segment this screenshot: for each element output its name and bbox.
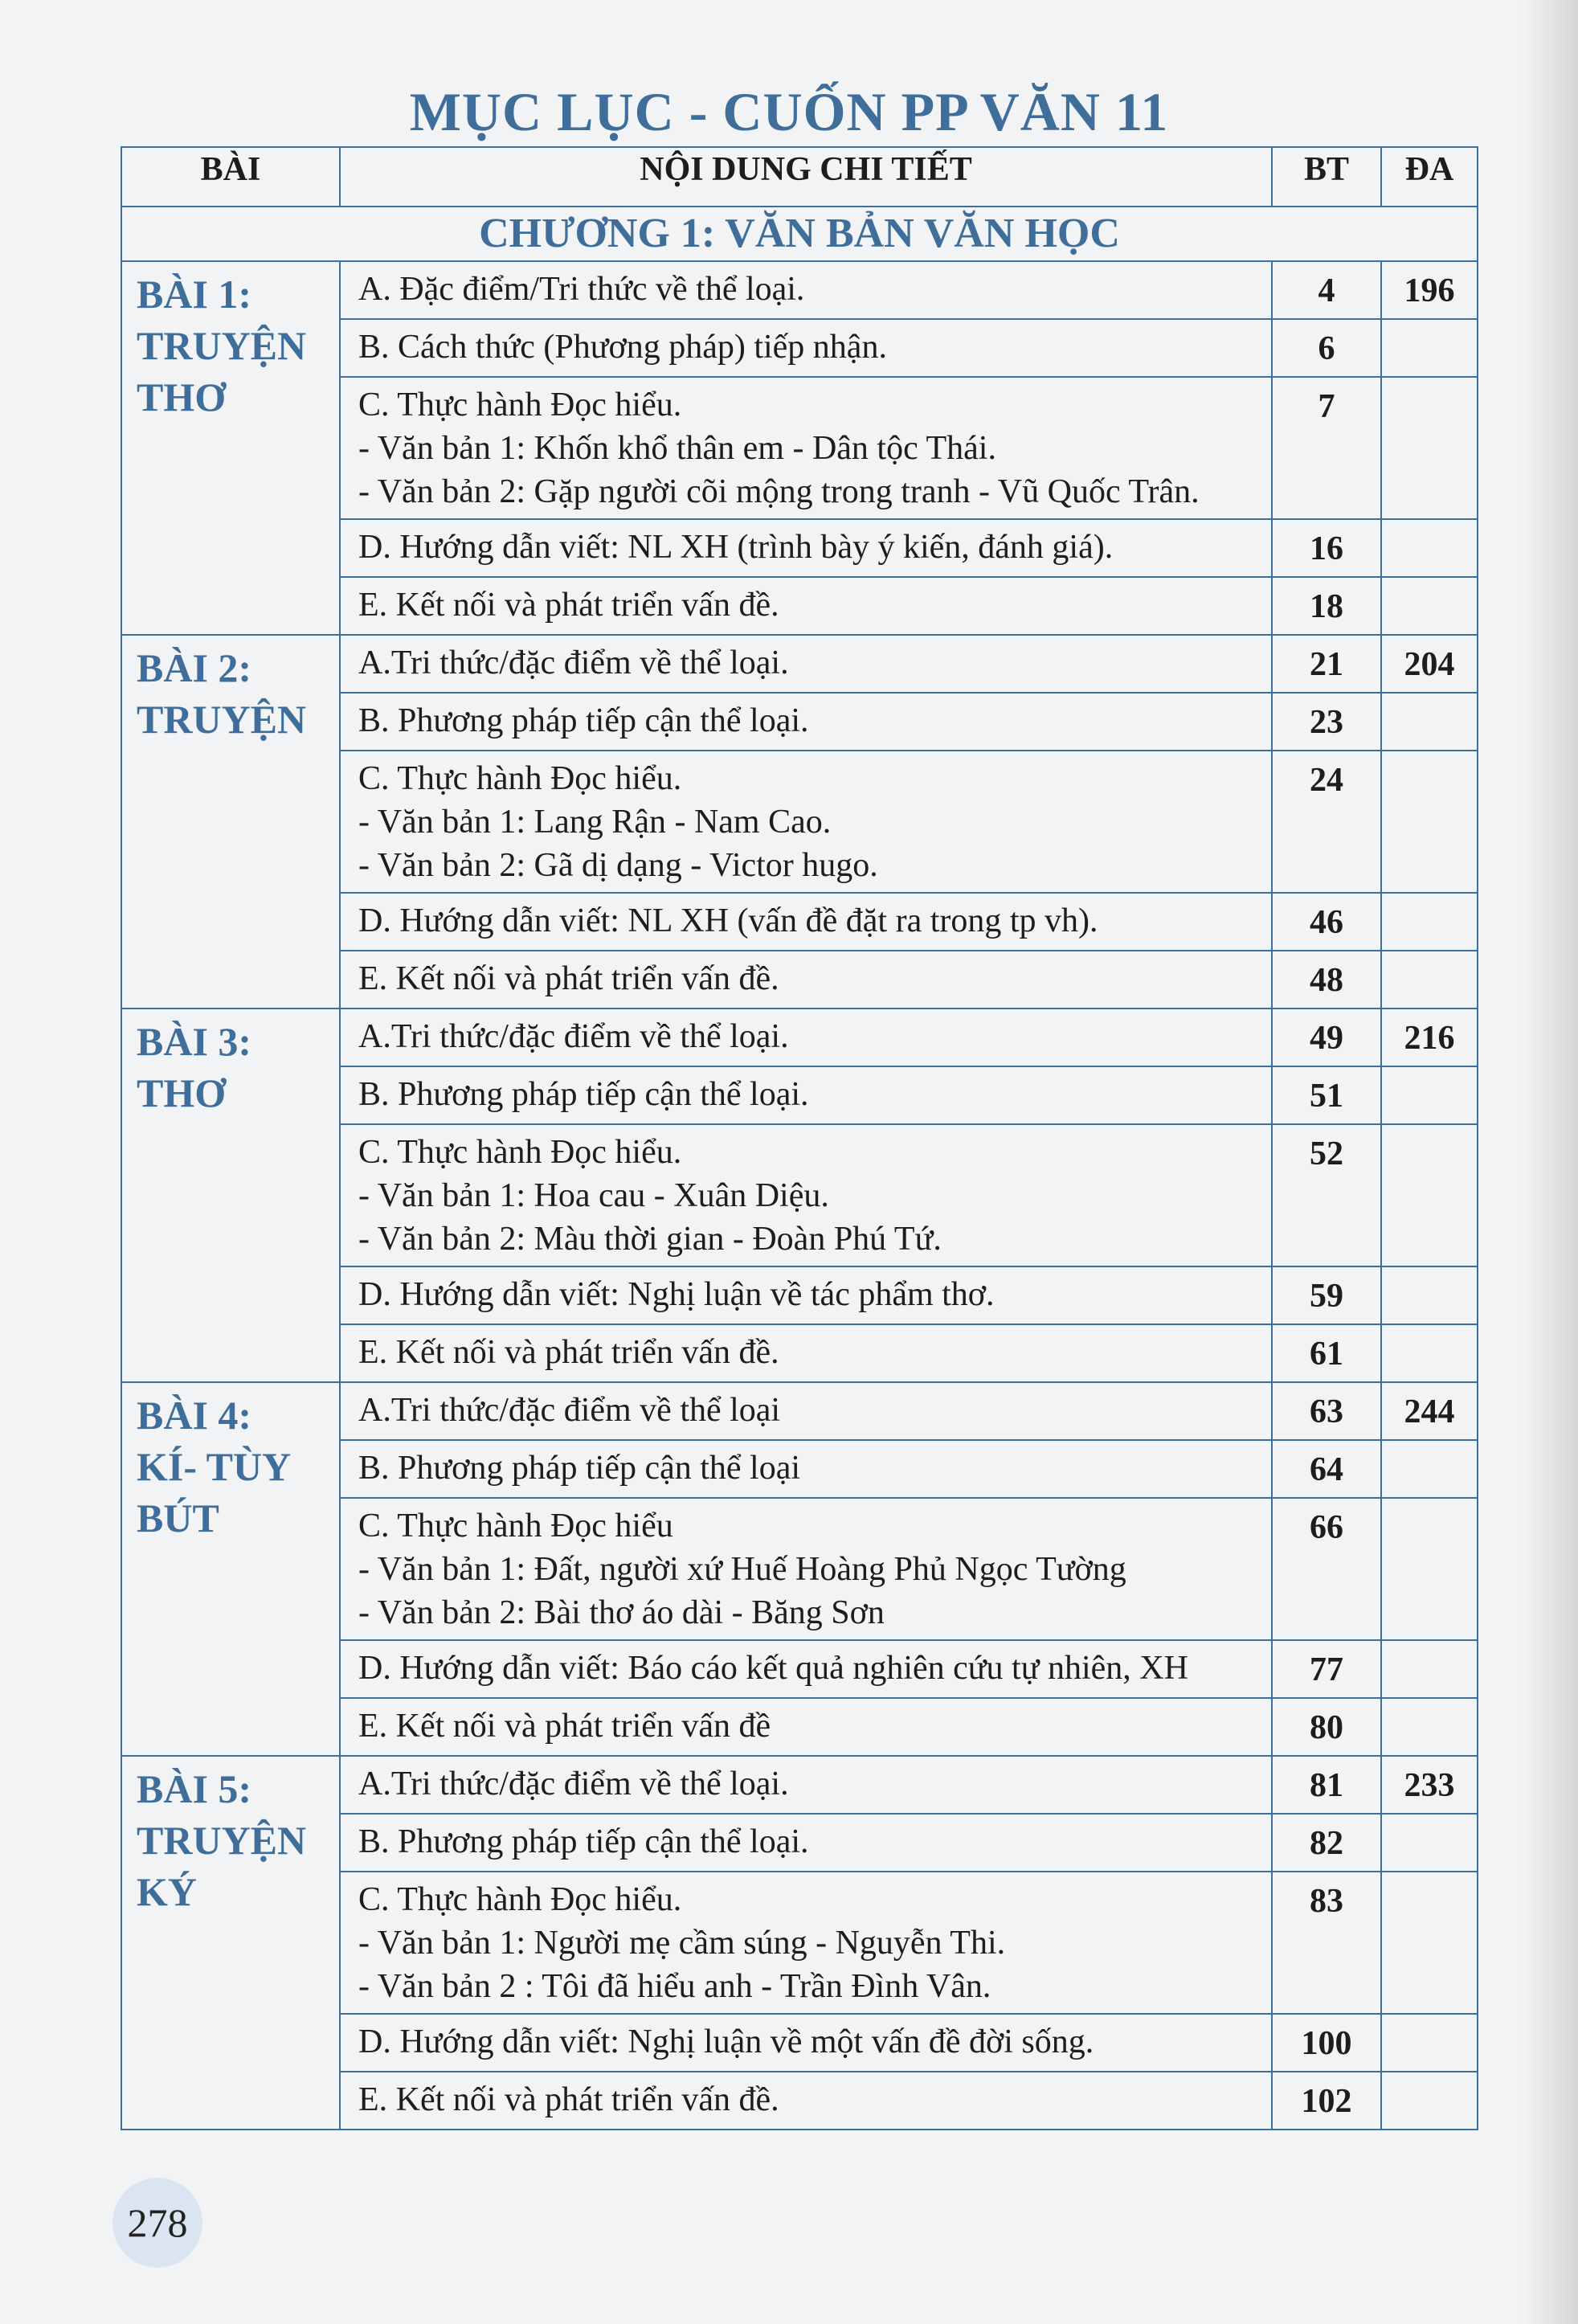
bt-page-number: 46: [1272, 893, 1381, 951]
bt-page-number: 4: [1272, 261, 1381, 319]
content-heading: C. Thực hành Đọc hiểu: [358, 1508, 673, 1545]
content-heading: B. Cách thức (Phương pháp) tiếp nhận.: [358, 329, 887, 366]
da-page-number: [1381, 1324, 1478, 1382]
content-heading: D. Hướng dẫn viết: Báo cáo kết quả nghiên cứu tự nhiên, XH: [358, 1650, 1188, 1687]
da-page-number: [1381, 1814, 1478, 1872]
content-heading: A.Tri thức/đặc điểm về thể loại.: [358, 644, 789, 681]
content-cell: [340, 1266, 1272, 1324]
da-page-number: [1381, 751, 1478, 893]
header-content: NỘI DUNG CHI TIẾT: [340, 147, 1272, 207]
bt-page-number: 82: [1272, 1814, 1381, 1872]
da-page-number: 233: [1381, 1756, 1478, 1814]
lesson-label: BÀI 2: TRUYỆN: [121, 635, 340, 1009]
toc-row: [121, 635, 1478, 693]
bt-page-number: 59: [1272, 1266, 1381, 1324]
da-page-number: [1381, 2014, 1478, 2072]
toc-row: [121, 1009, 1478, 1066]
content-heading: B. Phương pháp tiếp cận thể loại.: [358, 1823, 809, 1860]
toc-row: [121, 1756, 1478, 1814]
content-subline: - Văn bản 2 : Tôi đã hiểu anh - Trần Đình Vân.: [358, 1968, 991, 2005]
page-number: 278: [112, 2178, 202, 2268]
content-subline: - Văn bản 2: Màu thời gian - Đoàn Phú Tứ.: [358, 1221, 942, 1258]
content-heading: E. Kết nối và phát triển vấn đề.: [358, 1334, 779, 1371]
da-page-number: [1381, 1266, 1478, 1324]
chapter-row: [121, 207, 1478, 261]
bt-page-number: 52: [1272, 1124, 1381, 1266]
content-cell: [340, 1009, 1272, 1066]
bt-page-number: 51: [1272, 1066, 1381, 1124]
content-cell: [340, 1756, 1272, 1814]
content-cell: [340, 693, 1272, 751]
content-subline: - Văn bản 1: Lang Rận - Nam Cao.: [358, 804, 832, 841]
content-subline: - Văn bản 2: Gặp người cõi mộng trong tranh - Vũ Quốc Trân.: [358, 473, 1200, 510]
content-heading: C. Thực hành Đọc hiểu.: [358, 1881, 682, 1918]
content-heading: D. Hướng dẫn viết: Nghị luận về tác phẩm thơ.: [358, 1276, 995, 1313]
da-page-number: 204: [1381, 635, 1478, 693]
bt-page-number: 102: [1272, 2072, 1381, 2130]
content-cell: [340, 1124, 1272, 1266]
bt-page-number: 83: [1272, 1872, 1381, 2014]
da-page-number: [1381, 1872, 1478, 2014]
da-page-number: [1381, 1124, 1478, 1266]
content-cell: [340, 951, 1272, 1009]
content-heading: D. Hướng dẫn viết: NL XH (trình bày ý kiến, đánh giá).: [358, 529, 1114, 566]
lesson-label: BÀI 3: THƠ: [121, 1009, 340, 1382]
lesson-label: BÀI 4: KÍ- TÙY BÚT: [121, 1382, 340, 1756]
bt-page-number: 16: [1272, 519, 1381, 577]
lesson-label: BÀI 5: TRUYỆN KÝ: [121, 1756, 340, 2130]
bt-page-number: 7: [1272, 377, 1381, 519]
content-heading: D. Hướng dẫn viết: NL XH (vấn đề đặt ra trong tp vh).: [358, 902, 1098, 939]
content-heading: E. Kết nối và phát triển vấn đề: [358, 1708, 771, 1745]
header-lesson: BÀI: [121, 147, 340, 207]
content-cell: [340, 1640, 1272, 1698]
content-subline: - Văn bản 1: Đất, người xứ Huế Hoàng Phủ Ngọc Tường: [358, 1551, 1126, 1588]
da-page-number: [1381, 1698, 1478, 1756]
content-heading: C. Thực hành Đọc hiểu.: [358, 387, 682, 423]
content-heading: B. Phương pháp tiếp cận thể loại: [358, 1450, 801, 1487]
page-title: MỤC LỤC - CUỐN PP VĂN 11: [409, 81, 1169, 142]
content-heading: A. Đặc điểm/Tri thức về thể loại.: [358, 271, 805, 308]
content-heading: A.Tri thức/đặc điểm về thể loại: [358, 1392, 781, 1429]
content-cell: [340, 519, 1272, 577]
content-subline: - Văn bản 1: Người mẹ cầm súng - Nguyễn Thi.: [358, 1925, 1006, 1962]
content-subline: - Văn bản 2: Gã dị dạng - Victor hugo.: [358, 847, 878, 884]
content-heading: B. Phương pháp tiếp cận thể loại.: [358, 1076, 809, 1113]
content-cell: [340, 2014, 1272, 2072]
bt-page-number: 80: [1272, 1698, 1381, 1756]
bt-page-number: 24: [1272, 751, 1381, 893]
content-heading: C. Thực hành Đọc hiểu.: [358, 760, 682, 797]
content-subline: - Văn bản 2: Bài thơ áo dài - Băng Sơn: [358, 1594, 885, 1631]
content-cell: [340, 2072, 1272, 2130]
content-heading: A.Tri thức/đặc điểm về thể loại.: [358, 1766, 789, 1802]
da-page-number: 216: [1381, 1009, 1478, 1066]
content-heading: E. Kết nối và phát triển vấn đề.: [358, 587, 779, 624]
header-da: ĐA: [1381, 147, 1478, 207]
bt-page-number: 18: [1272, 577, 1381, 635]
bt-page-number: 61: [1272, 1324, 1381, 1382]
da-page-number: [1381, 1640, 1478, 1698]
header-row: [121, 147, 1478, 207]
content-subline: - Văn bản 1: Khốn khổ thân em - Dân tộc Thái.: [358, 430, 996, 467]
da-page-number: [1381, 519, 1478, 577]
da-page-number: [1381, 893, 1478, 951]
da-page-number: [1381, 1498, 1478, 1640]
content-cell: [340, 319, 1272, 377]
da-page-number: [1381, 1066, 1478, 1124]
content-cell: [340, 1698, 1272, 1756]
content-cell: [340, 1872, 1272, 2014]
bt-page-number: 48: [1272, 951, 1381, 1009]
content-cell: [340, 751, 1272, 893]
bt-page-number: 100: [1272, 2014, 1381, 2072]
da-page-number: [1381, 2072, 1478, 2130]
bt-page-number: 23: [1272, 693, 1381, 751]
bt-page-number: 21: [1272, 635, 1381, 693]
content-cell: [340, 893, 1272, 951]
da-page-number: [1381, 377, 1478, 519]
da-page-number: 196: [1381, 261, 1478, 319]
content-heading: E. Kết nối và phát triển vấn đề.: [358, 2081, 779, 2118]
bt-page-number: 64: [1272, 1440, 1381, 1498]
content-cell: [340, 261, 1272, 319]
lesson-label: BÀI 1: TRUYỆN THƠ: [121, 261, 340, 635]
da-page-number: [1381, 951, 1478, 1009]
content-cell: [340, 1066, 1272, 1124]
bt-page-number: 81: [1272, 1756, 1381, 1814]
da-page-number: [1381, 693, 1478, 751]
content-heading: B. Phương pháp tiếp cận thể loại.: [358, 702, 809, 739]
content-cell: [340, 1498, 1272, 1640]
page-edge-shadow: [1522, 0, 1578, 2324]
content-cell: [340, 577, 1272, 635]
chapter-title: CHƯƠNG 1: VĂN BẢN VĂN HỌC: [121, 207, 1478, 261]
content-cell: [340, 1814, 1272, 1872]
da-page-number: [1381, 319, 1478, 377]
toc-table: [121, 146, 1478, 2130]
bt-page-number: 6: [1272, 319, 1381, 377]
da-page-number: 244: [1381, 1382, 1478, 1440]
bt-page-number: 77: [1272, 1640, 1381, 1698]
bt-page-number: 66: [1272, 1498, 1381, 1640]
toc-row: [121, 261, 1478, 319]
content-heading: E. Kết nối và phát triển vấn đề.: [358, 960, 779, 997]
toc-row: [121, 1382, 1478, 1440]
content-cell: [340, 1440, 1272, 1498]
content-heading: D. Hướng dẫn viết: Nghị luận về một vấn đề đời sống.: [358, 2023, 1094, 2060]
content-heading: A.Tri thức/đặc điểm về thể loại.: [358, 1018, 789, 1055]
header-bt: BT: [1272, 147, 1381, 207]
bt-page-number: 63: [1272, 1382, 1381, 1440]
da-page-number: [1381, 1440, 1478, 1498]
da-page-number: [1381, 577, 1478, 635]
content-subline: - Văn bản 1: Hoa cau - Xuân Diệu.: [358, 1177, 829, 1214]
content-cell: [340, 635, 1272, 693]
content-cell: [340, 377, 1272, 519]
bt-page-number: 49: [1272, 1009, 1381, 1066]
content-cell: [340, 1324, 1272, 1382]
content-cell: [340, 1382, 1272, 1440]
content-heading: C. Thực hành Đọc hiểu.: [358, 1134, 682, 1171]
